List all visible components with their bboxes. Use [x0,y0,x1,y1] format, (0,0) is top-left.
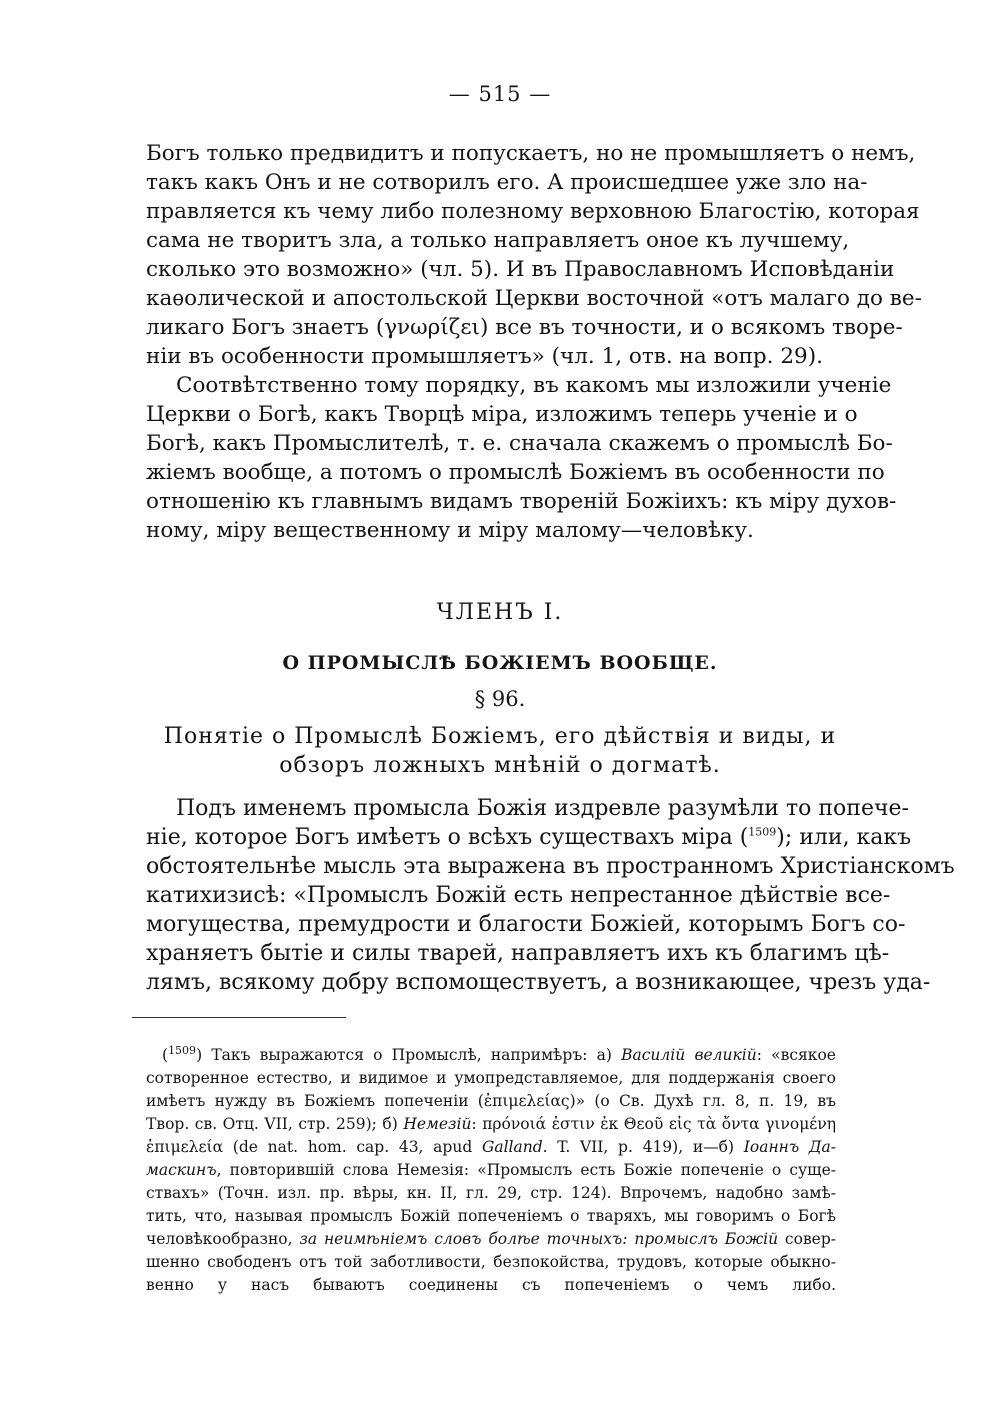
intro-line: Богъ только предвидитъ и попускаетъ, но не промышляетъ о немъ, [146,141,916,166]
page-number: — 515 — [448,82,552,106]
section-title-line: Понятіе о Промыслѣ Божіемъ, его дѣйствія и виды, и [163,724,837,749]
footnote-text: , повторившій слова Немезія: «Промыслъ есть Божіе попеченіе о суще- [216,1161,836,1179]
footnote-line [146,1136,836,1158]
intro-line: правляется къ чему либо полезному верховною Благостію, которая [146,199,920,224]
footnote-divider [132,1017,346,1018]
paragraph-line: ному, міру вещественному и міру малому—человѣку. [146,518,754,543]
main-line: лямъ, всякому добру вспомоществуетъ, а возникающее, чрезъ уда- [146,970,931,995]
footnote-author: маскинъ [146,1161,217,1179]
paragraph-line: Церкви о Богѣ, какъ Творцѣ міра, изложимъ теперь ученіе и о [146,402,858,427]
footnote-text: ἐπιμελεία (de nat. hom. cap. 43, apud [146,1138,482,1156]
footnote-author: Іоаннъ Да- [743,1138,836,1156]
footnote-text: : «всякое [756,1046,836,1064]
footnote-line: венно у насъ бываютъ соединены съ попеченіемъ о чемъ либо. [146,1276,836,1294]
footnote-line: сотворенное естество, и видимое и умопредставляемое, для поддержанія своего [146,1069,836,1087]
footnote-line: ($^{1509}$) Такъ выражаются о Промыслѣ, напримѣръ: а) Василій великій: «всякое [162,1043,836,1064]
section-title-line: обзоръ ложныхъ мнѣній о догматѣ. [279,753,721,778]
footnote-author: Немезій [403,1115,472,1133]
main-line: Подъ именемъ промысла Божія издревле разумѣли то попече- [176,796,909,821]
footnote-line [146,1159,836,1181]
footnote-text: : πρόνοιά ἐστιν ἐκ Θεοῦ εἰς τὰ ὄντα γινομένη [471,1115,837,1133]
footnote-emphasis: за неимѣніемъ словъ болѣе точныхъ: промыслъ Божій [299,1230,779,1248]
footnote-line: тить, что, называя промыслъ Божій попеченіемъ о тваряхъ, мы говоримъ о Богѣ [146,1207,836,1225]
intro-line: такъ какъ Онъ и не сотворилъ его. А происшедшее уже зло на- [146,170,868,195]
footnote-author: Galland [481,1138,543,1156]
main-line: храняетъ бытіе и силы тварей, направляетъ ихъ къ благимъ цѣ- [146,941,890,966]
chapter-heading: ЧЛЕНЪ I. [436,600,564,625]
footnote-text: совер- [778,1230,837,1248]
footnote-text: . T. VII, p. 419), и—б) [542,1138,744,1156]
intro-line: ликаго Богъ знаетъ (γνωρίζει) все въ точности, и о всякомъ творе- [146,315,903,340]
footnote-ref[interactable]: 1509 [748,825,777,839]
footnote-author: Василій великій [621,1046,757,1064]
main-line-text: ніе, которое Богъ имѣетъ о всѣхъ существахъ міра ( [146,825,749,850]
paragraph-line: жіемъ вообще, а потомъ о промыслѣ Божіемъ въ особенности по [146,460,885,485]
paragraph-line: Богѣ, какъ Промыслителѣ, т. е. сначала скажемъ о промыслѣ Бо- [146,431,893,456]
footnote-number: 1509 [168,1043,197,1057]
main-line [146,823,912,853]
footnote-text: человѣкообразно, [146,1230,300,1248]
intro-line: сама не творитъ зла, а только направляетъ оное къ лучшему, [146,228,850,253]
footnote-text: ) Такъ выражаются о Промыслѣ, напримѣръ: а) [196,1046,622,1064]
paragraph-line: отношенію къ главнымъ видамъ твореній Божіихъ: къ міру духов- [146,489,897,514]
footnote-text: Твор. св. Отц. VII, стр. 259); б) [146,1115,404,1133]
footnote-line: ствахъ» (Точн. изл. пр. вѣры, кн. II, гл. 29, стр. 124). Впрочемъ, надобно замѣ- [146,1184,836,1202]
intro-line: каѳолической и апостольской Церкви восточной «отъ малаго до ве- [146,286,922,311]
intro-line: сколько это возможно» (чл. 5). И въ Православномъ Исповѣданіи [146,257,895,282]
intro-line: ніи въ особенности промышляетъ» (чл. 1, отв. на вопр. 29). [146,344,823,369]
main-line: обстоятельнѣе мысль эта выражена въ пространномъ Христіанскомъ [146,854,955,879]
main-line: могущества, премудрости и благости Божіей, которымъ Богъ со- [146,912,906,937]
chapter-title: О ПРОМЫСЛѢ БОЖІЕМЪ ВООБЩЕ. [282,652,718,674]
footnote-line [146,1228,836,1250]
footnote-line [146,1113,836,1135]
section-number: § 96. [474,687,526,711]
paragraph-line: Соотвѣтственно тому порядку, въ какомъ мы изложили ученіе [176,373,892,398]
footnote-line: имѣетъ нужду въ Божіемъ попеченіи (ἐπιμελείας)» (о Св. Духѣ гл. 8, п. 19, въ [146,1092,836,1110]
main-line-text: ); или, какъ [776,825,912,850]
footnote-line: шенно свободенъ отъ той заботливости, безпокойства, трудовъ, которые обыкно- [146,1253,836,1271]
main-line: катихизисѣ: «Промыслъ Божій есть непрестанное дѣйствіе все- [146,883,891,908]
